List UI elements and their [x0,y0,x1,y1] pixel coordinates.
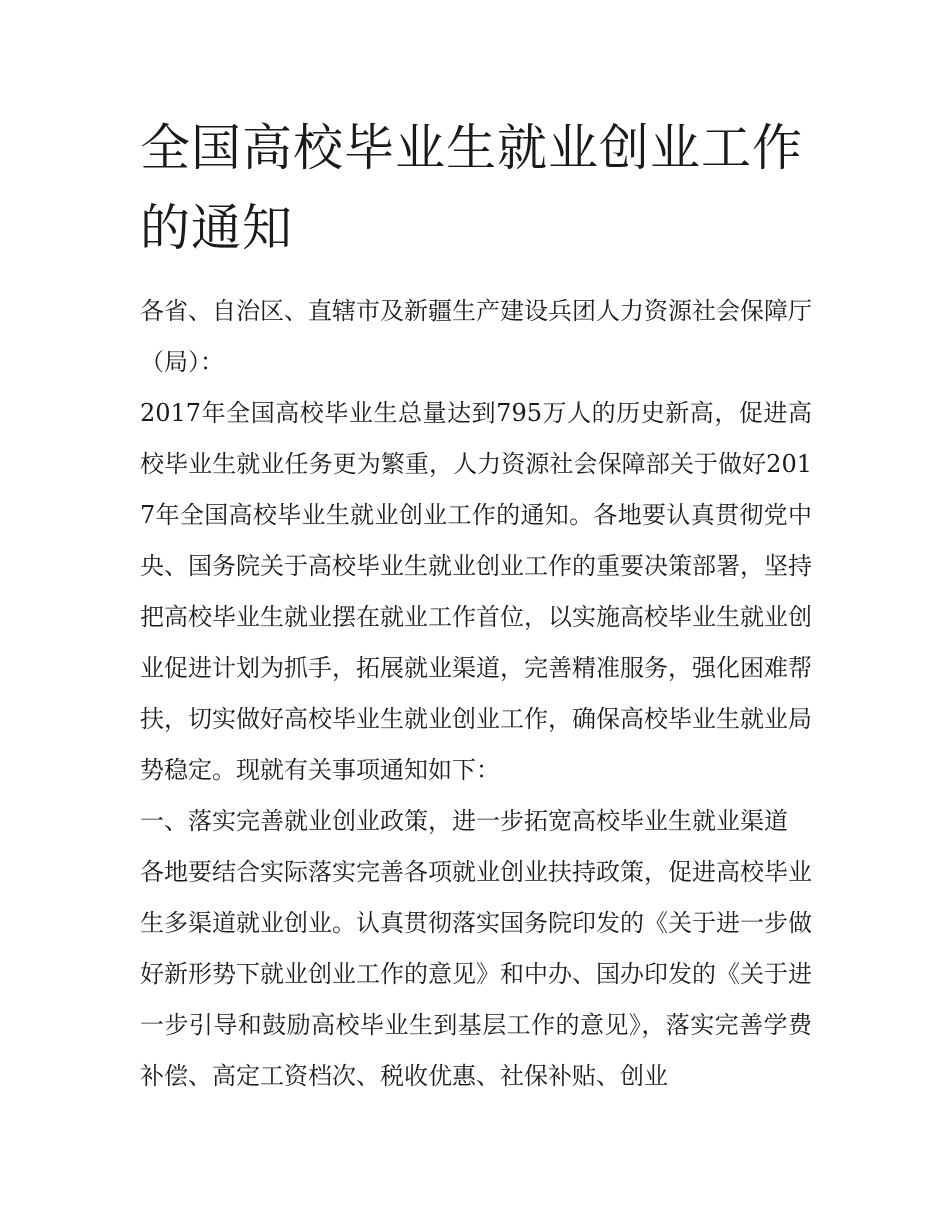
section-1-heading: 一、落实完善就业创业政策，进一步拓宽高校毕业生就业渠道 [140,807,788,835]
document-title-line-1: 全国高校毕业生就业创业工作 [140,119,803,177]
document-title [140,108,812,268]
salutation-paragraph: 各省、自治区、直辖市及新疆生产建设兵团人力资源社会保障厅（局）： [140,297,812,376]
section-1-body: 各地要结合实际落实完善各项就业创业扶持政策，促进高校毕业生多渠道就业创业。认真贯彻落实国务院印发的《关于进一步做好新形势下就业创业工作的意见》和中办、国办印发的《关于进一步引导和鼓励高校毕业生到基层工作的意见》，落实完善学费补偿、高定工资档次、税收优惠、社保补贴、创业 [140,858,812,1090]
intro-paragraph: 2017年全国高校毕业生总量达到795万人的历史新高，促进高校毕业生就业任务更为繁重，人力资源社会保障部关于做好2017年全国高校毕业生就业创业工作的通知。各地要认真贯彻党中央、国务院关于高校毕业生就业创业工作的重要决策部署，坚持把高校毕业生就业摆在就业工作首位，以实施高校毕业生就业创业促进计划为抓手，拓展就业渠道，完善精准服务，强化困难帮扶，切实做好高校毕业生就业创业工作，确保高校毕业生就业局势稳定。现就有关事项通知如下： [140,399,812,784]
document-title-line-2: 的通知 [140,199,293,257]
document-page [140,108,812,1102]
